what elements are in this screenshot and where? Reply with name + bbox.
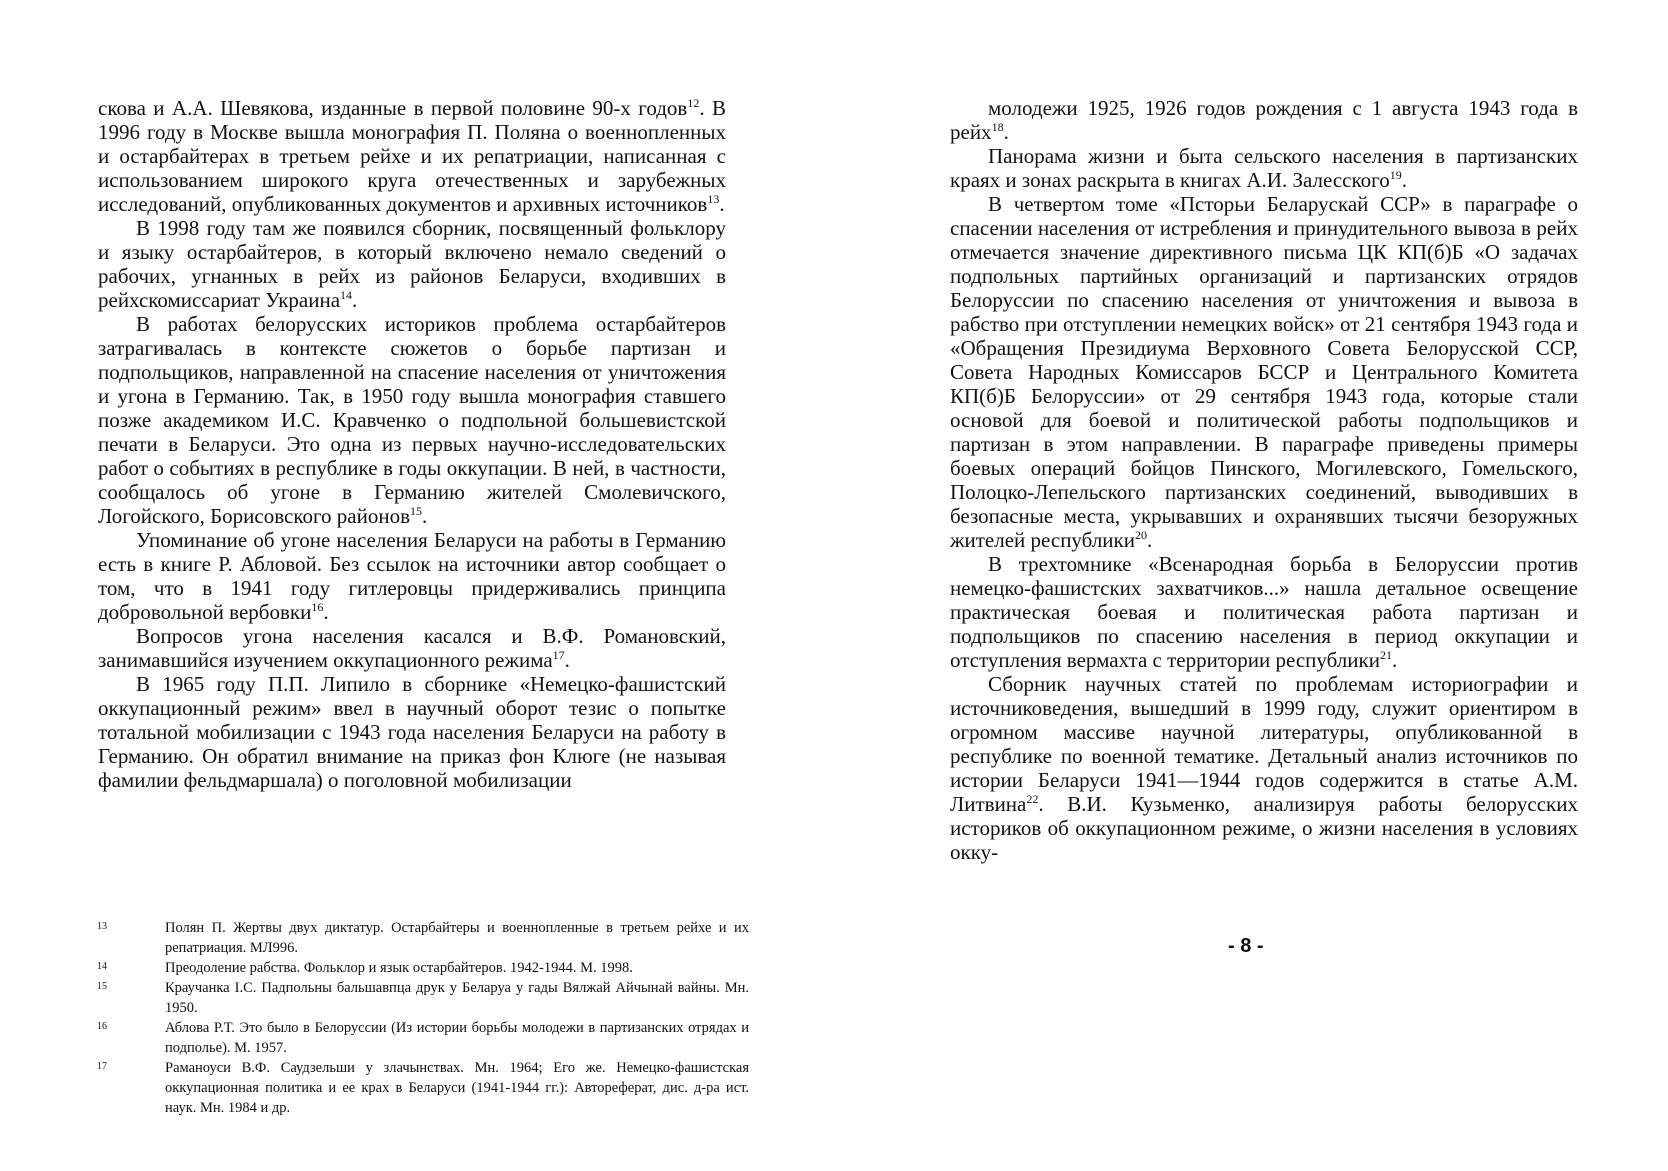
right-page-body — [950, 96, 1578, 864]
paragraph: В работах белорусских историков проблема остарбайтеров затрагивалась в контексте сюжетов о борьбе партизан и подпольщиков, направленной на спасение населения от уничтожения и угона в Германию. Так, в 1950 году вышла монография ставшего позже академиком И.С. Кравченко о подпольной большевистской печати в Беларуси. Это одна из первых научно-исследовательских работ о событиях в республике в годы оккупации. В ней, в частности, сообщалось об угоне в Германию жителей Смолевичского, Логойского, Борисовского районов$^{15}$. — [98, 312, 726, 528]
paragraph: Сборник научных статей по проблемам историографии и источниковедения, вышедший в 1999 году, служит ориентиром в огромном массиве научной литературы, опубликованной в республике по военной тематике. Детальный анализ источников по истории Беларуси 1941—1944 годов содержится в статье А.М. Литвина$^{22}$. В.И. Кузьменко, анализируя работы белорусских историков об оккупационном режиме, о жизни населения в условиях окку- — [950, 672, 1578, 864]
paragraph: В 1965 году П.П. Липило в сборнике «Немецко-фашистский оккупационный режим» ввел в научный оборот тезис о попытке тотальной мобилизации с 1943 года населения Беларуси на работу в Германию. Он обратил внимание на приказ фон Клюге (не называя фамилии фельдмаршала) о поголовной мобилизации — [98, 672, 726, 792]
paragraph: Вопросов угона населения касался и В.Ф. Романовский, занимавшийся изучением оккупационного режима$^{17}$. — [98, 624, 726, 672]
page-number: - 8 - — [1228, 935, 1264, 957]
footnote: 13 Полян П. Жертвы двух диктатур. Остарбайтеры и военнопленные в третьем рейхе и их репатриация. МЛ996. — [97, 920, 749, 956]
left-page-body — [98, 96, 726, 792]
paragraph: молодежи 1925, 1926 годов рождения с 1 августа 1943 года в рейх$^{18}$. — [950, 96, 1578, 144]
footnote: 15 Краучанка I.С. Падпольны бальшавпца друк у Беларуа у гады Вялжай Айчынай вайны. Мн. 1950. — [97, 980, 749, 1016]
paragraph: Упоминание об угоне населения Беларуси на работы в Германию есть в книге Р. Абловой. Без ссылок на источники автор сообщает о том, что в 1941 году гитлеровцы придерживались принципа добровольной вербовки$^{16}$. — [98, 528, 726, 624]
paragraph: скова и А.А. Шевякова, изданные в первой половине 90-х годов$^{12}$. В 1996 году в Москве вышла монография П. Поляна о военнопленных и остарбайтерах в третьем рейхе и их репатриации, написанная с использованием широкого круга отечественных и зарубежных исследований, опубликованных документов и архивных источников$^{13}$. — [98, 96, 726, 216]
paragraph: Панорама жизни и быта сельского населения в партизанских краях и зонах раскрыта в книгах А.И. Залесского$^{19}$. — [950, 144, 1578, 192]
paragraph: В трехтомнике «Всенародная борьба в Белоруссии против немецко-фашистских захватчиков...» нашла детальное освещение практическая боевая и политическая работа партизан и подпольщиков по спасению населения в период оккупации и отступления вермахта с территории республики$^{21}$. — [950, 552, 1578, 672]
paragraph: В четвертом томе «Псторьи Беларускай ССР» в параграфе о спасении населения от истребления и принудительного вывоза в рейх отмечается значение директивного письма ЦК КП(б)Б «О задачах подпольных партийных организаций и партизанских отрядов Белоруссии по спасению населения от уничтожения и вывоза в рабство при отступлении немецких войск» от 21 сентября 1943 года и «Обращения Президиума Верховного Совета Белорусской ССР, Совета Народных Комиссаров БССР и Центрального Комитета КП(б)Б Белоруссии» от 29 сентября 1943 года, которые стали основой для боевой и политической работы подпольщиков и партизан в этом направлении. В параграфе приведены примеры боевых операций бойцов Пинского, Могилевского, Гомельского, Полоцко-Лепельского партизанских соединений, выводивших в безопасные места, укрывавших и охранявших тысячи безоружных жителей республики$^{20}$. — [950, 192, 1578, 552]
footnote: 17 Раманоуси В.Ф. Саудзельши у злачынствах. Мн. 1964; Его же. Немецко-фашистская оккупационная политика и ее крах в Беларуси (1941-1944 гг.): Автореферат, дис. д-ра ист. наук. Мн. 1984 и др. — [97, 1060, 749, 1116]
paragraph: В 1998 году там же появился сборник, посвященный фольклору и языку остарбайтеров, в который включено немало сведений о рабочих, угнанных в рейх из районов Беларуси, входивших в рейхскомиссариат Украина$^{14}$. — [98, 216, 726, 312]
footnote: 16 Аблова Р.Т. Это было в Белоруссии (Из истории борьбы молодежи в партизанских отрядах и подполье). М. 1957. — [97, 1020, 749, 1056]
footnote: 14 Преодоление рабства. Фольклор и язык остарбайтеров. 1942-1944. М. 1998. — [97, 960, 633, 976]
footnotes — [97, 918, 749, 1118]
